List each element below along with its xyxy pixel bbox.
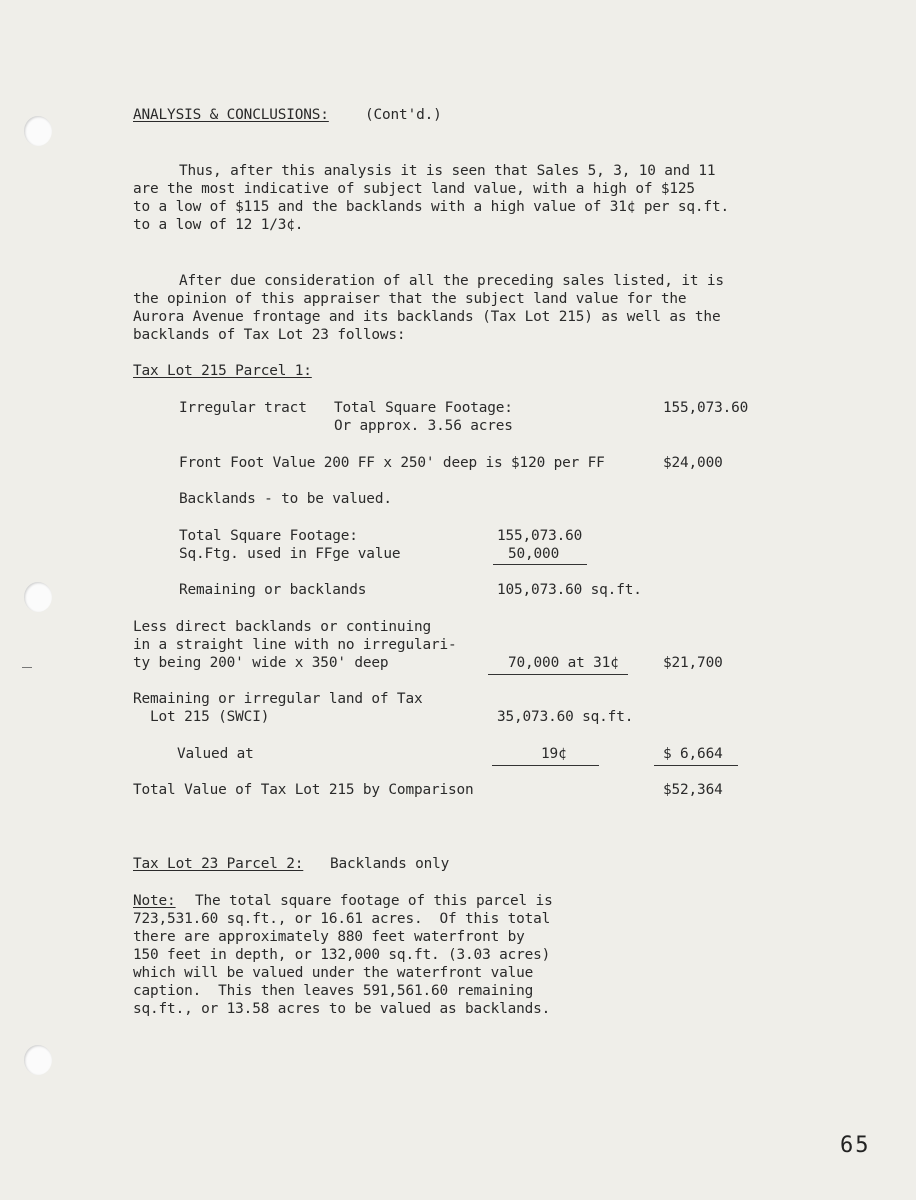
parcel2-heading-rest: Backlands only (330, 856, 450, 872)
calc-total-label: Total Square Footage: (179, 528, 358, 544)
valued-at-value-rule (654, 765, 738, 766)
binder-hole (24, 116, 52, 146)
valued-at-value: $ 6,664 (663, 746, 723, 762)
para2-line: the opinion of this appraiser that the subject land value for the (133, 291, 687, 307)
note-line: 723,531.60 sq.ft., or 16.61 acres. Of this total (133, 911, 551, 927)
front-foot-value: $24,000 (663, 455, 723, 471)
page-number: 65 (840, 1133, 871, 1158)
subtotal-rule (493, 564, 587, 565)
note-line: 150 feet in depth, or 132,000 sq.ft. (3.03 acres) (133, 947, 551, 963)
less-direct-rule (488, 674, 628, 675)
note-line: there are approximately 880 feet waterfront by (133, 929, 525, 945)
margin-mark (22, 667, 32, 668)
total-sqft-value: 155,073.60 (663, 400, 749, 416)
approx-acres: Or approx. 3.56 acres (334, 418, 513, 434)
para1-line: Thus, after this analysis it is seen that Sales 5, 3, 10 and 11 (179, 163, 716, 179)
total-value-label: Total Value of Tax Lot 215 by Comparison (133, 782, 474, 798)
binder-hole (24, 582, 52, 612)
note-label: Note: (133, 893, 176, 909)
note-line: which will be valued under the waterfront value (133, 965, 534, 981)
para2-line: backlands of Tax Lot 23 follows: (133, 327, 406, 343)
binder-hole (24, 1045, 52, 1075)
less-direct-value: $21,700 (663, 655, 723, 671)
calc-used-label: Sq.Ftg. used in FFge value (179, 546, 401, 562)
total-sqft-label: Total Square Footage: (334, 400, 513, 416)
section-title: ANALYSIS & CONCLUSIONS: (133, 107, 329, 123)
para1-line: to a low of $115 and the backlands with a high value of 31¢ per sq.ft. (133, 199, 729, 215)
remaining-irregular-value: 35,073.60 sq.ft. (497, 709, 634, 725)
parcel1-heading: Tax Lot 215 Parcel 1: (133, 363, 312, 379)
para1-line: are the most indicative of subject land value, with a high of $125 (133, 181, 695, 197)
remaining-label: Remaining or backlands (179, 582, 367, 598)
less-direct-line: ty being 200' wide x 350' deep (133, 655, 389, 671)
note-line: The total square footage of this parcel is (195, 893, 553, 909)
calc-used-value: 50,000 (508, 546, 560, 562)
para2-line: Aurora Avenue frontage and its backlands (Tax Lot 215) as well as the (133, 309, 721, 325)
remaining-value: 105,073.60 sq.ft. (497, 582, 642, 598)
note-line: caption. This then leaves 591,561.60 remaining (133, 983, 534, 999)
para1-line: to a low of 12 1/3¢. (133, 217, 304, 233)
less-direct-line: Less direct backlands or continuing (133, 619, 431, 635)
remaining-irregular-line: Lot 215 (SWCI) (133, 709, 270, 725)
valued-at-label: Valued at (177, 746, 254, 762)
irregular-label: Irregular tract (179, 400, 307, 416)
calc-total-value: 155,073.60 (497, 528, 583, 544)
front-foot-label: Front Foot Value 200 FF x 250' deep is $120 per FF (179, 455, 605, 471)
parcel2-heading: Tax Lot 23 Parcel 2: (133, 856, 304, 872)
remaining-irregular-line: Remaining or irregular land of Tax (133, 691, 423, 707)
less-direct-calc: 70,000 at 31¢ (508, 655, 619, 671)
total-value: $52,364 (663, 782, 723, 798)
note-line: sq.ft., or 13.58 acres to be valued as backlands. (133, 1001, 551, 1017)
less-direct-line: in a straight line with no irregulari- (133, 637, 457, 653)
section-title-cont: (Cont'd.) (365, 107, 442, 123)
backlands-label: Backlands - to be valued. (179, 491, 392, 507)
valued-at-rate: 19¢ (541, 746, 567, 762)
valued-at-rate-rule (492, 765, 599, 766)
para2-line: After due consideration of all the preceding sales listed, it is (179, 273, 724, 289)
